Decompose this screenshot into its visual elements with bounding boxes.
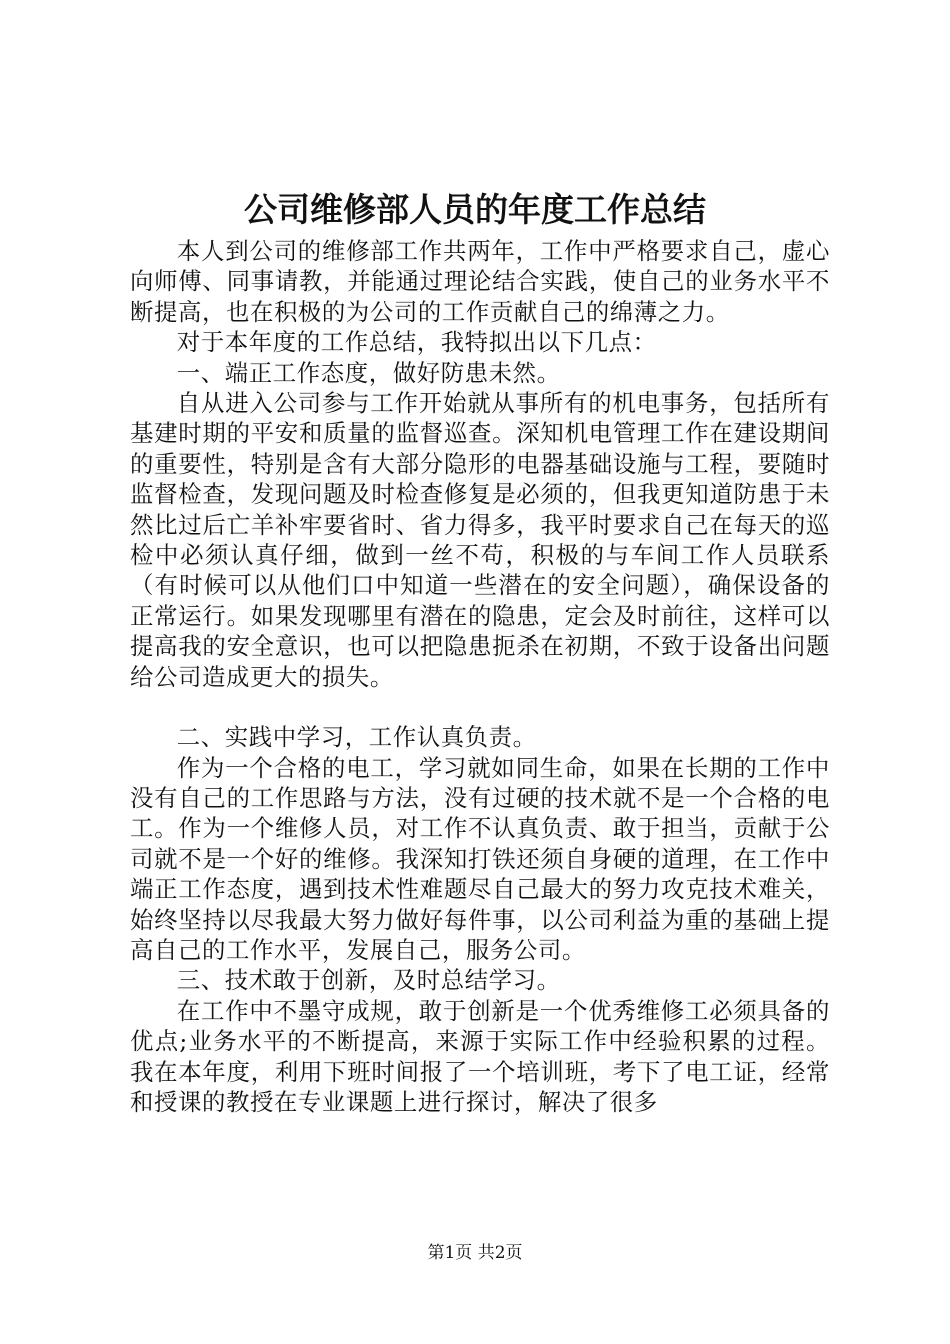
section-heading-3: 三、技术敢于创新，及时总结学习。 xyxy=(176,966,561,995)
paragraph-summary-lead: 对于本年度的工作总结，我特拟出以下几点： xyxy=(176,328,657,357)
document-title: 公司维修部人员的年度工作总结 xyxy=(244,190,706,229)
paragraph-section-2: 作为一个合格的电工，学习就如同生命，如果在长期的工作中没有自己的工作思路与方法，没有过硬的技术就不是一个合格的电工。作为一个维修人员，对工作不认真负责、敢于担当，贡献于公司就不是一个好的维修。我深知打铁还须自身硬的道理，在工作中端正工作态度，遇到技术性难题尽自己最大的努力攻克技术难关，始终坚持以尽我最大努力做好每件事，以公司利益为重的基础上提高自己的工作水平，发展自己，服务公司。 xyxy=(130,753,830,964)
section-heading-2: 二、实践中学习，工作认真负责。 xyxy=(176,723,537,752)
section-heading-1: 一、端正工作态度，做好防患未然。 xyxy=(176,358,561,387)
page-footer: 第1页 共2页 xyxy=(427,1243,523,1263)
paragraph-intro: 本人到公司的维修部工作共两年，工作中严格要求自己，虚心向师傅、同事请教，并能通过理论结合实践，使自己的业务水平不断提高，也在积极的为公司的工作贡献自己的绵薄之力。 xyxy=(130,237,830,326)
document-body xyxy=(130,236,830,1117)
paragraph-section-1: 自从进入公司参与工作开始就从事所有的机电事务，包括所有基建时期的平安和质量的监督巡查。深知机电管理工作在建设期间的重要性，特别是含有大部分隐形的电器基础设施与工程，要随时监督检查，发现问题及时检查修复是必须的，但我更知道防患于未然比过后亡羊补牢要省时、省力得多，我平时要求自己在每天的巡检中必须认真仔细，做到一丝不苟，积极的与车间工作人员联系（有时候可以从他们口中知道一些潜在的安全问题），确保设备的正常运行。如果发现哪里有潜在的隐患，定会及时前往，这样可以提高我的安全意识，也可以把隐患扼杀在初期，不致于设备出问题给公司造成更大的损失。 xyxy=(130,389,830,691)
paragraph-section-3: 在工作中不墨守成规，敢于创新是一个优秀维修工必须具备的优点;业务水平的不断提高，来源于实际工作中经验积累的过程。我在本年度，利用下班时间报了一个培训班，考下了电工证，经常和授课的教授在专业课题上进行探讨，解决了很多 xyxy=(130,996,830,1116)
